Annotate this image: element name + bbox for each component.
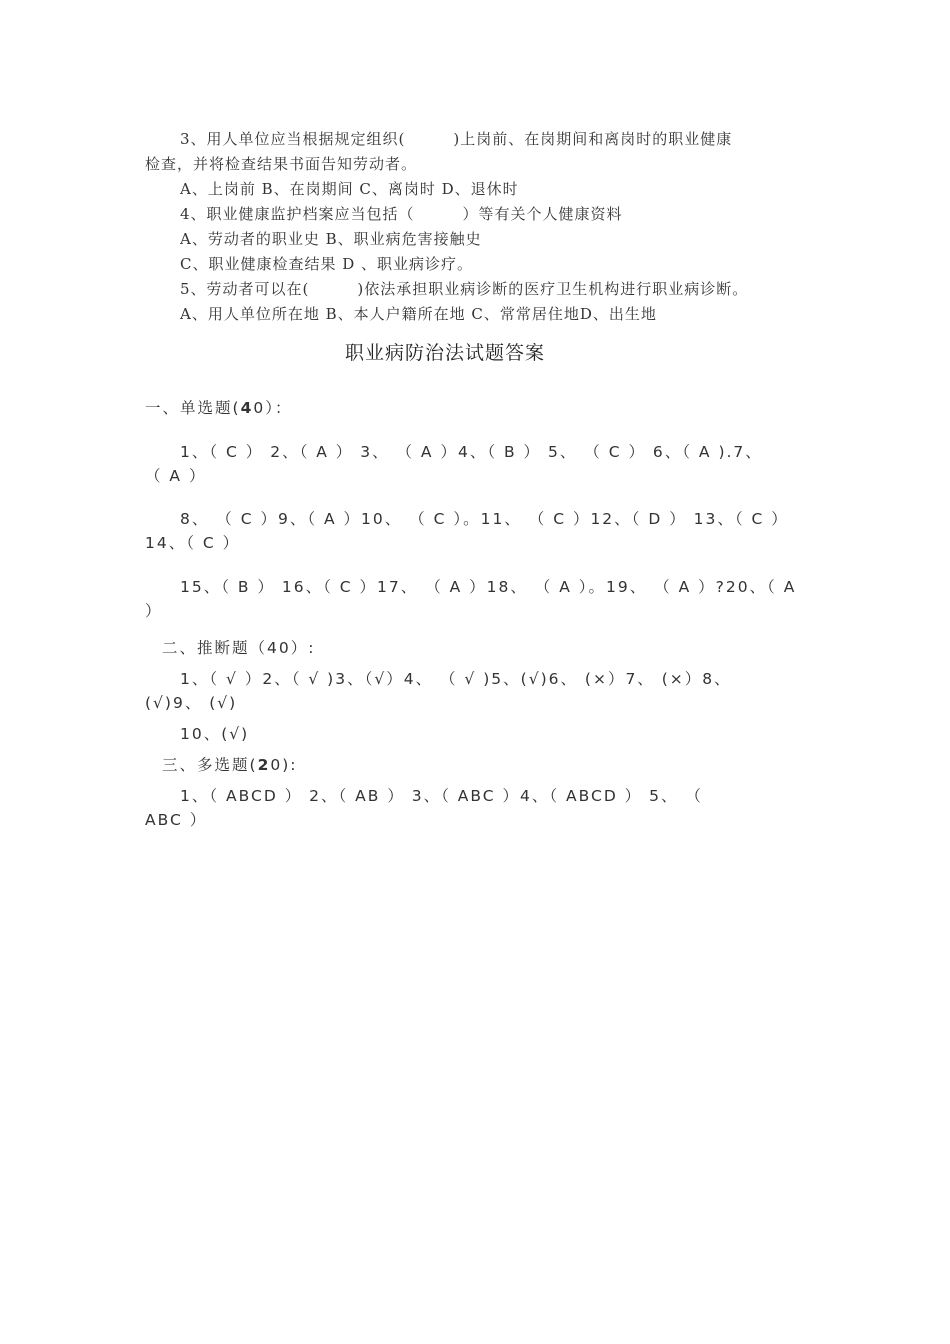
section-3-heading-part-a: 三、多选题( xyxy=(162,756,258,774)
question-4-options-1: A、劳动者的职业史 B、职业病危害接触史 xyxy=(180,230,482,248)
answers-title: 职业病防治法试题答案 xyxy=(344,342,545,364)
question-3-options: A、上岗前 B、在岗期间 C、离岗时 D、退休时 xyxy=(180,180,519,198)
question-4-options-2: C、职业健康检查结果 D 、职业病诊疗。 xyxy=(180,255,474,273)
section-1-heading-bold: 4 xyxy=(240,399,254,417)
section-3-heading-part-b: 0): xyxy=(270,756,298,774)
section-1-row-1: 1、（ C ） 2、（ A ） 3、 （ A ）4、（ B ） 5、 （ C ） 6、（ A ).7、 xyxy=(180,443,763,461)
question-5-line: 5、劳动者可以在( )依法承担职业病诊断的医疗卫生机构进行职业病诊断。 xyxy=(180,280,749,298)
section-1-heading-part-b: 0）： xyxy=(253,399,293,417)
section-1-row-2: 8、 （ C ）9、（ A ）10、 （ C ）。11、 （ C ）12、（ D ） 13、（ C ） xyxy=(180,510,789,528)
section-2-heading: 二、推断题（40）: xyxy=(162,639,316,657)
question-3-line-2: 检查，并将检查结果书面告知劳动者。 xyxy=(145,155,418,173)
question-3-line-1: 3、用人单位应当根据规定组织( )上岗前、在岗期间和离岗时的职业健康 xyxy=(180,130,733,148)
section-3-heading-bold: 2 xyxy=(257,756,271,774)
section-3-row-1-wrap: ABC ） xyxy=(145,811,208,829)
section-1-heading-part-a: 一、单选题( xyxy=(145,399,241,417)
section-1-row-2-wrap: 14、（ C ） xyxy=(145,534,241,552)
section-1-heading xyxy=(145,396,292,418)
section-2-row-1-wrap: (√)9、 (√) xyxy=(145,694,238,712)
question-5-options: A、用人单位所在地 B、本人户籍所在地 C、常常居住地D、出生地 xyxy=(180,305,657,323)
section-1-row-3-wrap: ） xyxy=(145,602,163,620)
section-2-row-2: 10、(√) xyxy=(180,725,250,743)
section-3-row-1: 1、（ ABCD ） 2、（ AB ） 3、（ ABC ）4、（ ABCD ） 5、 （ xyxy=(180,787,703,805)
section-2-row-1: 1、（ √ ）2、（ √ )3、（√）4、 （ √ )5、(√)6、 (×）7、 (×）8、 xyxy=(180,670,732,688)
section-1-row-1-wrap: （ A ） xyxy=(145,467,207,485)
question-4-line: 4、职业健康监护档案应当包括（ ）等有关个人健康资料 xyxy=(180,205,623,223)
section-1-row-3: 15、（ B ） 16、（ C ）17、 （ A ）18、 （ A ）。19、 （ A ）?20、（ A xyxy=(180,578,797,596)
section-3-heading xyxy=(162,753,298,775)
